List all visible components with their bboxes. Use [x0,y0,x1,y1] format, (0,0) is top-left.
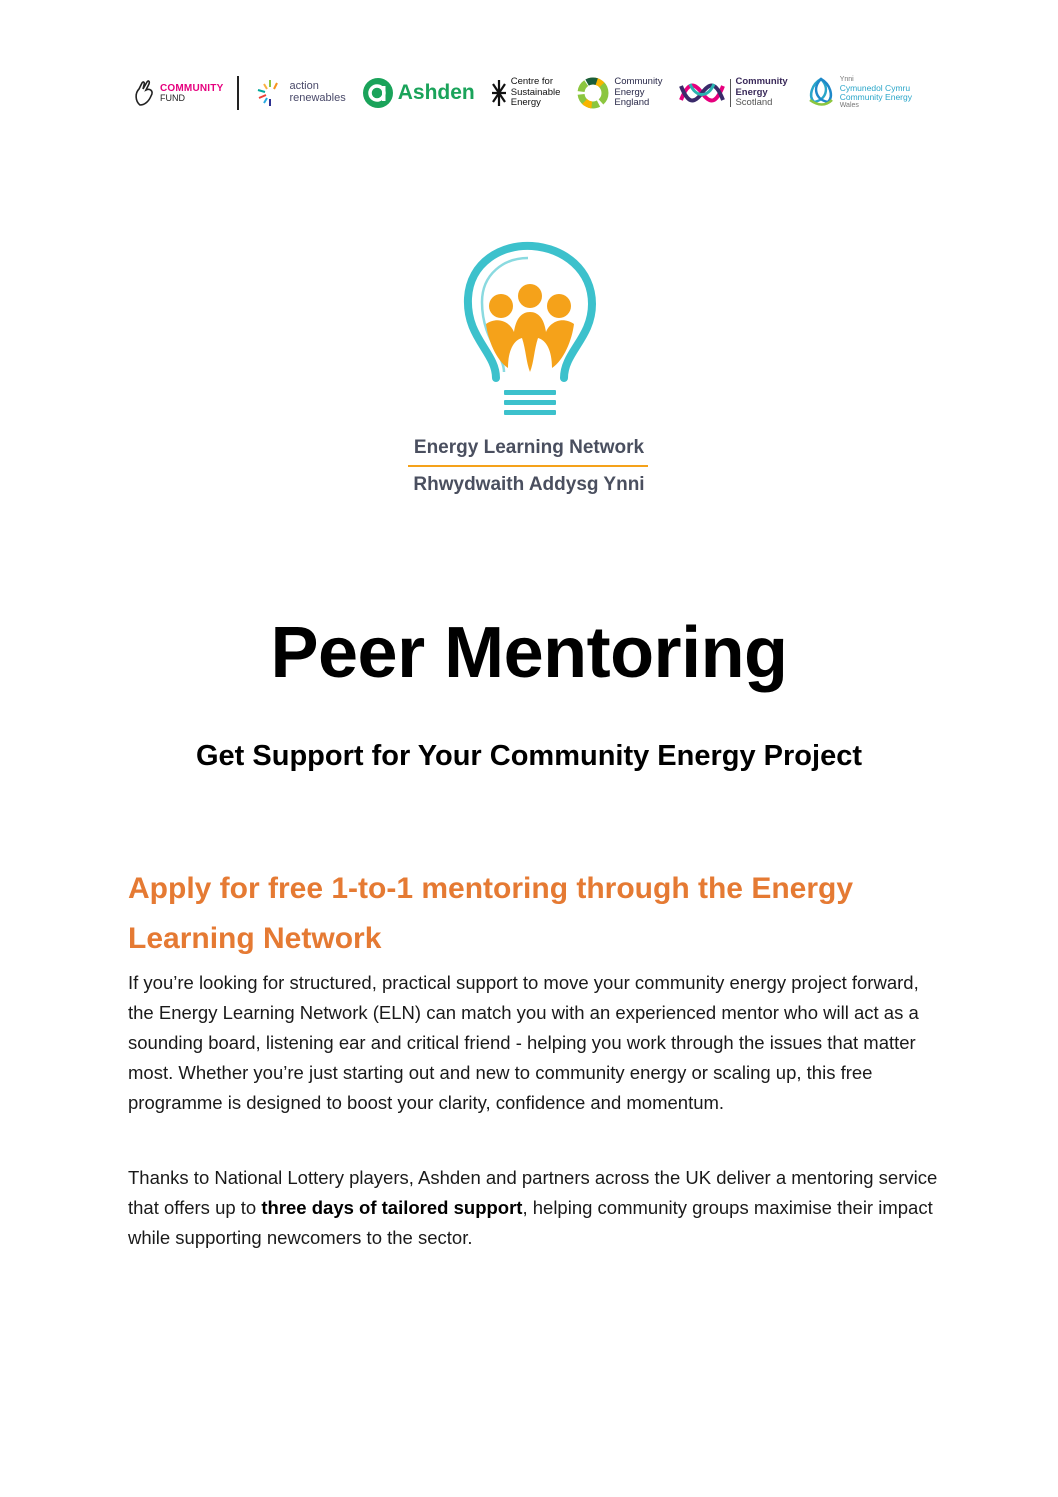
community-fund-title: COMMUNITY [160,82,224,94]
action-renewables-line2: renewables [289,92,346,104]
paragraph-funding-bold: three days of tailored support [261,1197,523,1218]
paragraph-funding-start: Thanks to National Lottery players, Ashden and partners across the UK deliver a mentoring service that offers up to [128,1167,938,1218]
community-energy-wales-logo [804,70,912,116]
action-renewables-logo [255,70,345,116]
ces-line2: Energy [735,86,768,98]
community-fund-sub: FUND [160,92,185,103]
section-heading: Apply for free 1-to-1 mentoring through the Energy Learning Network [128,872,854,955]
logo-divider [237,76,239,110]
lottery-crossed-fingers-icon [132,79,158,107]
cecw-line2: Cymunedol Cymru [839,82,911,93]
page-subtitle: Get Support for Your Community Energy Project [196,740,862,772]
community-energy-wales-triquetra-icon [804,76,838,110]
cecw-line4: Wales [839,102,859,110]
action-renewables-line1: action [289,80,319,93]
cee-line1: Community [614,76,663,88]
community-energy-scotland-logo [678,70,787,116]
network-name-english: Energy Learning Network [413,437,645,458]
community-energy-scotland-knot-icon [678,80,726,106]
cse-line3: Energy [510,97,541,109]
cse-line1: Centre for [510,76,553,88]
paragraph-funding [128,1163,938,1253]
action-renewables-burst-icon [255,78,285,108]
community-energy-england-ring-icon [576,76,610,110]
community-energy-england-logo [576,70,662,116]
network-name-divider [408,465,648,467]
ces-line1: Community [735,76,788,88]
page-title: Peer Mentoring [270,613,788,693]
community-fund-logo [132,70,223,116]
network-name-welsh: Rhwydwaith Addysg Ynni [413,474,645,495]
cse-rays-icon [491,78,507,108]
ces-line3: Scotland [735,97,773,109]
ashden-logo [362,70,475,116]
cse-line2: Sustainable [510,86,561,98]
ashden-a-icon [362,77,394,109]
cee-line3: England [614,97,650,109]
ashden-name: Ashden [397,81,475,104]
partner-logo-strip [132,70,922,116]
cse-logo [491,70,561,116]
cecw-line3: Community Energy [839,92,912,102]
paragraph-funding-end: , helping community groups maximise their impact while supporting newcomers to the sector. [128,1197,933,1248]
cee-line2: Energy [614,86,645,98]
paragraph-intro: If you’re looking for structured, practical support to move your community energy project forward, the Energy Learning Network (ELN) can match you with an experienced mentor who will act as a sounding board, listening ear and critical friend - helping you work through the issues that matter most. Whether you’re just starting out and new to community energy or scaling up, this free programme is designed to boost your clarity, confidence and momentum. [128,972,919,1113]
energy-learning-network-bulb-icon [440,240,620,420]
cecw-line1: Ynni [839,75,854,83]
